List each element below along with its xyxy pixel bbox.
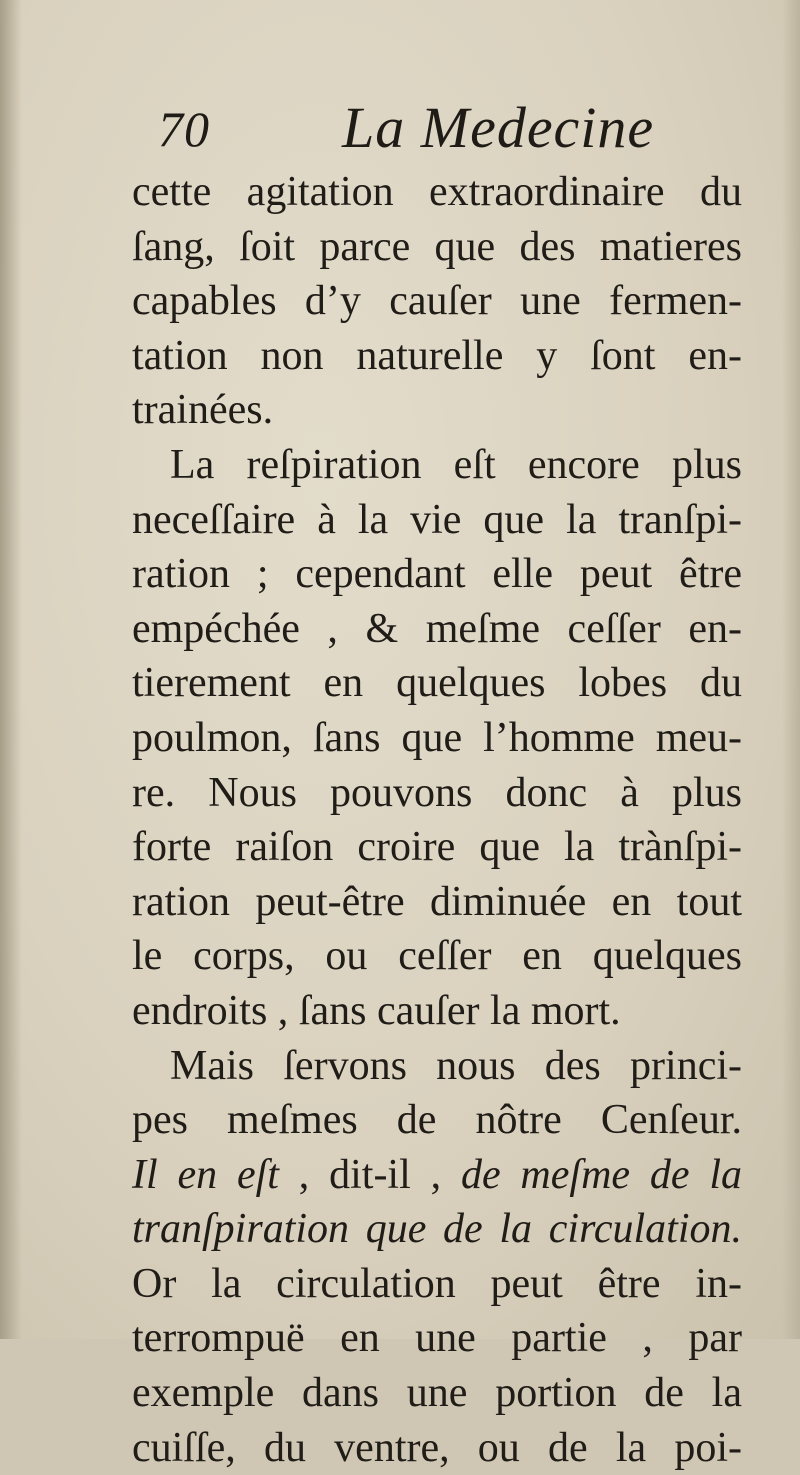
text-line: tation non naturelle y ſont en-: [132, 332, 742, 379]
text-line: cette agitation extraordinaire du: [132, 169, 742, 215]
text-line: re. Nous pouvons donc à plus: [132, 769, 742, 816]
text-line: terrompuë en une partie , par: [132, 1315, 742, 1362]
text-line: cuiſſe, du ventre, ou de la poi-: [132, 1424, 742, 1471]
paragraph-start-line: La reſpiration eſt encore plus: [170, 441, 742, 488]
page-header: [150, 92, 740, 162]
text-line: neceſſaire à la vie que la tranſpi-: [132, 496, 742, 543]
text-line-quoted: [132, 1148, 742, 1203]
running-title: La Medecine: [342, 95, 655, 160]
page-gutter-shadow: [0, 0, 22, 1339]
text-line: le corps, ou ceſſer en quelques: [132, 933, 742, 980]
text-line: trainées.: [132, 387, 274, 434]
text-line: empéchée , & meſme ceſſer en-: [132, 605, 742, 652]
text-line: endroits , ſans cauſer la mort.: [132, 987, 621, 1034]
page-number: 70: [158, 101, 210, 157]
quote-italic-start: Il en eſt: [132, 1151, 279, 1198]
quote-attribution: , dit-il ,: [298, 1151, 442, 1198]
text-line: pes meſmes de nôtre Cenſeur.: [132, 1097, 742, 1144]
text-line: ration peut-être diminuée en tout: [132, 878, 742, 925]
text-line: ſang, ſoit parce que des matieres: [132, 223, 742, 270]
text-line: capables d’y cauſer une fermen-: [132, 278, 742, 325]
page-edge-shadow: [782, 0, 800, 1339]
text-line: Or la circulation peut être in-: [132, 1260, 742, 1307]
text-line: tierement en quelques lobes du: [132, 660, 742, 707]
text-line: ration ; cependant elle peut être: [132, 551, 742, 598]
paragraph-start-line: Mais ſervons nous des princi-: [170, 1042, 742, 1089]
text-line: poulmon, ſans que l’homme meu-: [132, 714, 742, 761]
quote-italic-end: de meſme de la: [460, 1151, 743, 1198]
text-line-quoted: tranſpiration que de la circulation.: [132, 1206, 742, 1253]
body-text: [132, 165, 742, 1475]
text-line: forte raiſon croire que la trànſpi-: [132, 824, 742, 871]
text-line: exemple dans une portion de la: [132, 1370, 742, 1417]
